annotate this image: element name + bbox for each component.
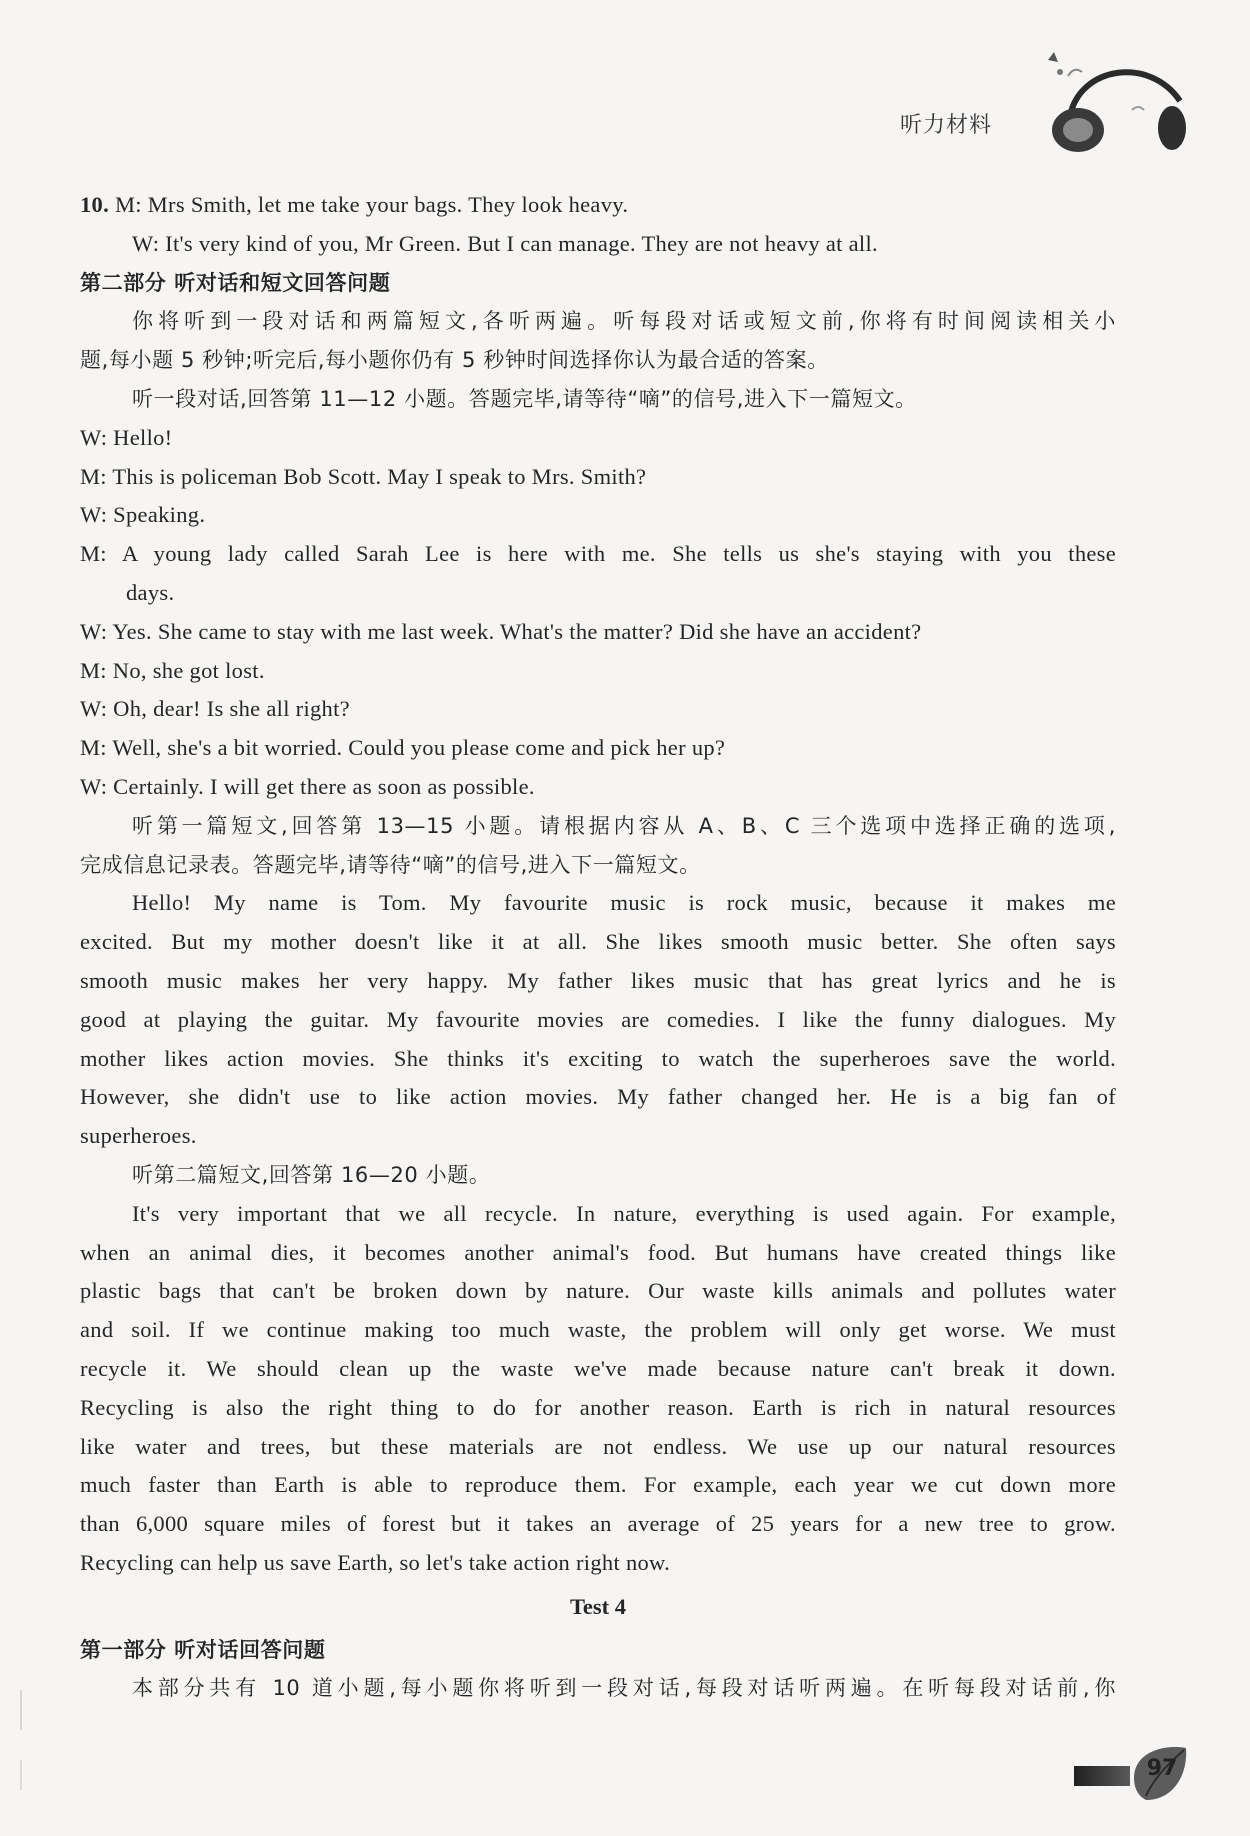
line-text: recycle it. We should clean up the waste we've made because nature can't break it down.: [80, 1355, 1116, 1381]
line-text: plastic bags that can't be broken down by nature. Our waste kills animals and pollutes water: [80, 1278, 1116, 1304]
line-text: 题,每小题 5 秒钟;听完后,每小题你仍有 5 秒钟时间选择你认为最合适的答案。: [80, 348, 829, 373]
line-text: M: A young lady called Sarah Lee is here with me. She tells us she's staying with you these: [80, 541, 1116, 567]
transcript-line: [80, 923, 1116, 962]
transcript-line: [80, 574, 1116, 613]
transcript-line: [80, 1040, 1116, 1079]
section-title: [80, 1587, 1116, 1627]
line-text: excited. But my mother doesn't like it at all. She likes smooth music better. She often says: [80, 929, 1116, 955]
part-heading: [80, 264, 1116, 303]
line-text: 听第二篇短文,回答第 16—20 小题。: [132, 1162, 491, 1187]
line-text: smooth music makes her very happy. My father likes music that has great lyrics and he is: [80, 967, 1116, 993]
line-text: M: No, she got lost.: [80, 657, 265, 683]
instruction-line: [80, 341, 1116, 380]
line-text: However, she didn't use to like action movies. My father changed her. He is a big fan of: [80, 1084, 1116, 1110]
line-text: M: Mrs Smith, let me take your bags. They look heavy.: [109, 192, 629, 217]
transcript-line: [80, 1505, 1116, 1544]
transcript-line: [80, 1350, 1116, 1389]
line-text: and soil. If we continue making too much waste, the problem will only get worse. We must: [80, 1317, 1116, 1343]
line-text: superheroes.: [80, 1123, 197, 1149]
transcript-line: [80, 419, 1116, 458]
line-text: days.: [126, 579, 175, 605]
line-text: W: Oh, dear! Is she all right?: [80, 696, 350, 722]
document-body: [80, 186, 1116, 1708]
transcript-line: [80, 496, 1116, 535]
line-text: mother likes action movies. She thinks it's exciting to watch the superheroes save the world.: [80, 1045, 1116, 1071]
transcript-line: [80, 1195, 1116, 1234]
line-text: good at playing the guitar. My favourite movies are comedies. I like the funny dialogues. My: [80, 1006, 1116, 1032]
line-text: 听一段对话,回答第 11—12 小题。答题完毕,请等待“嘀”的信号,进入下一篇短文。: [132, 386, 917, 411]
line-text: W: Certainly. I will get there as soon as possible.: [80, 773, 535, 799]
line-text: Recycling can help us save Earth, so let's take action right now.: [80, 1549, 671, 1575]
instruction-line: [80, 807, 1116, 846]
instruction-line: [80, 846, 1116, 885]
transcript-line: [80, 1389, 1116, 1428]
question-number: 10.: [80, 192, 110, 217]
transcript-line: [80, 1428, 1116, 1467]
line-text: 完成信息记录表。答题完毕,请等待“嘀”的信号,进入下一篇短文。: [80, 852, 701, 877]
line-text: than 6,000 square miles of forest but it takes an average of 25 years for a new tree to grow.: [80, 1511, 1116, 1537]
part-heading: [80, 1631, 1116, 1670]
transcript-line: [80, 1272, 1116, 1311]
headphones-icon: [1040, 46, 1190, 166]
instruction-line: [80, 380, 1116, 419]
transcript-line: [80, 1466, 1116, 1505]
line-text: W: Hello!: [80, 424, 173, 450]
line-text: 第二部分 听对话和短文回答问题: [80, 270, 391, 295]
footer-bar: [1074, 1766, 1130, 1786]
transcript-line: [80, 613, 1116, 652]
header-section-label: 听力材料: [900, 113, 993, 138]
line-text: W: Yes. She came to stay with me last week. What's the matter? Did she have an accident?: [80, 618, 922, 644]
line-text: Hello! My name is Tom. My favourite music is rock music, because it makes me: [132, 890, 1116, 916]
line-text: 第一部分 听对话回答问题: [80, 1637, 326, 1662]
instruction-line: [80, 1156, 1116, 1195]
transcript-line: [80, 768, 1116, 807]
transcript-line: [80, 458, 1116, 497]
transcript-line: [80, 535, 1116, 574]
transcript-line: [80, 1001, 1116, 1040]
margin-mark: [20, 1760, 22, 1790]
transcript-line: [80, 186, 1116, 225]
line-text: M: Well, she's a bit worried. Could you please come and pick her up?: [80, 735, 726, 761]
transcript-line: [80, 1311, 1116, 1350]
line-text: when an animal dies, it becomes another animal's food. But humans have created things like: [80, 1239, 1116, 1265]
transcript-line: [80, 1078, 1116, 1117]
line-text: 本部分共有 10 道小题,每小题你将听到一段对话,每段对话听两遍。在听每段对话前,你: [132, 1676, 1116, 1701]
transcript-line: [80, 1117, 1116, 1156]
transcript-line: [80, 652, 1116, 691]
line-text: like water and trees, but these materials are not endless. We use up our natural resources: [80, 1433, 1116, 1459]
line-text: W: It's very kind of you, Mr Green. But I can manage. They are not heavy at all.: [132, 230, 878, 256]
line-text: M: This is policeman Bob Scott. May I speak to Mrs. Smith?: [80, 463, 647, 489]
instruction-line: [80, 1669, 1116, 1708]
line-text: W: Speaking.: [80, 502, 206, 528]
transcript-line: [80, 225, 1116, 264]
line-text: It's very important that we all recycle. In nature, everything is used again. For example,: [132, 1200, 1116, 1226]
line-text: much faster than Earth is able to reproduce them. For example, each year we cut down more: [80, 1472, 1116, 1498]
transcript-line: [80, 1544, 1116, 1583]
line-text: Recycling is also the right thing to do for another reason. Earth is rich in natural resources: [80, 1394, 1116, 1420]
instruction-line: [80, 302, 1116, 341]
transcript-line: [80, 962, 1116, 1001]
transcript-line: [80, 1234, 1116, 1273]
page-number: 97: [1146, 1756, 1178, 1781]
transcript-line: [80, 884, 1116, 923]
line-text: Test 4: [569, 1593, 627, 1619]
margin-mark: [20, 1690, 22, 1730]
line-text: 听第一篇短文,回答第 13—15 小题。请根据内容从 A、B、C 三个选项中选择正确的选项,: [132, 813, 1116, 838]
transcript-line: [80, 690, 1116, 729]
transcript-line: [80, 729, 1116, 768]
line-text: 你将听到一段对话和两篇短文,各听两遍。听每段对话或短文前,你将有时间阅读相关小: [132, 309, 1116, 334]
